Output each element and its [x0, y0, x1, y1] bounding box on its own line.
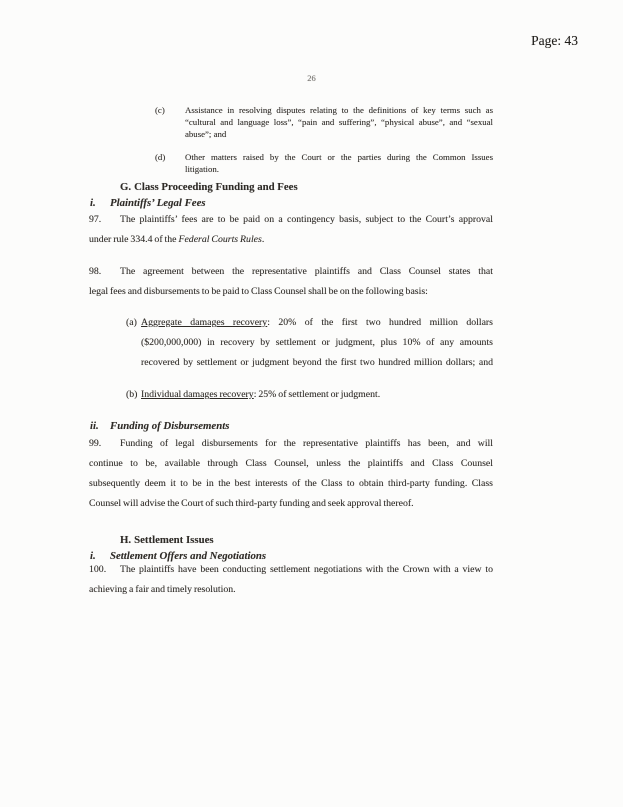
page-folio-number: 26	[307, 73, 316, 83]
list-item-b-individual-damages-recovery	[126, 385, 493, 405]
list-item-d	[155, 151, 493, 175]
text-line: Individual damages recovery: 25% of settlement or judgment.	[141, 389, 381, 400]
text-line: The agreement between the representative plaintiffs and Class Counsel states that	[120, 266, 493, 277]
heading-label: Funding of Disbursements	[110, 420, 230, 432]
text-line: Funding of legal disbursements for the representative plaintiffs has been, and will	[120, 438, 493, 449]
text-line: litigation.	[185, 164, 219, 174]
list-item-c	[155, 104, 493, 140]
text-line: The plaintiffs’ fees are to be paid on a contingency basis, subject to the Court’s approval	[120, 214, 493, 225]
document-body	[89, 104, 493, 600]
item-marker: 100.	[89, 564, 107, 575]
text-line: The plaintiffs have been conducting settlement negotiations with the Crown with a view to	[120, 564, 493, 575]
text-line: continue to be, available through Class Counsel, unless the plaintiffs and Class Counsel	[89, 458, 493, 469]
text-line: “cultural and language loss”, “pain and suffering”, “physical abuse”, and “sexual	[185, 117, 493, 127]
text-line: under rule 334.4 of the Federal Courts Rules.	[89, 234, 265, 245]
subheading-i-plaintiffs-legal-fees	[89, 196, 493, 210]
paragraph-100	[89, 560, 493, 600]
item-marker: G.	[120, 181, 132, 193]
item-marker: (c)	[155, 105, 165, 115]
list-item-a-aggregate-damages-recovery	[126, 313, 493, 373]
text-line: recovered by settlement or judgment beyond the first two hundred million dollars; and	[141, 357, 493, 368]
item-marker: ii.	[90, 420, 99, 432]
paragraph-98	[89, 262, 493, 302]
item-marker: 98.	[89, 266, 102, 277]
subheading-ii-funding-of-disbursements	[89, 419, 493, 433]
text-line: Counsel will advise the Court of such third-party funding and seek approval thereof.	[89, 498, 414, 509]
heading-label: Plaintiffs’ Legal Fees	[110, 197, 206, 209]
item-marker: i.	[90, 197, 96, 209]
text-line: achieving a fair and timely resolution.	[89, 584, 236, 595]
heading-label: Class Proceeding Funding and Fees	[134, 181, 298, 193]
heading-h-settlement-issues	[120, 533, 493, 547]
text-line: Other matters raised by the Court or the parties during the Common Issues	[185, 152, 493, 162]
item-marker: (d)	[155, 152, 166, 162]
text-line: subsequently deem it to be in the best interests of the Class to obtain third-party funding. Class	[89, 478, 493, 489]
heading-label: Settlement Offers and Negotiations	[110, 550, 267, 562]
text-line: Assistance in resolving disputes relating to the definitions of key terms such as	[185, 105, 493, 115]
item-marker: (a)	[126, 317, 137, 328]
text-line: legal fees and disbursements to be paid to Class Counsel shall be on the following basis:	[89, 286, 428, 297]
item-marker: H.	[120, 534, 132, 546]
page-header: Page: 43	[531, 33, 578, 48]
item-marker: i.	[90, 550, 96, 562]
text-line: Aggregate damages recovery: 20% of the first two hundred million dollars	[141, 317, 493, 328]
item-marker: 99.	[89, 438, 102, 449]
text-line: abuse”; and	[185, 129, 227, 139]
item-marker: (b)	[126, 389, 138, 400]
item-marker: 97.	[89, 214, 102, 225]
heading-g-class-proceeding-funding-and-fees	[120, 180, 493, 194]
heading-label: Settlement Issues	[134, 534, 214, 546]
text-line: ($200,000,000) in recovery by settlement or judgment, plus 10% of any amounts	[141, 337, 493, 348]
paragraph-97	[89, 210, 493, 250]
paragraph-99	[89, 434, 493, 514]
